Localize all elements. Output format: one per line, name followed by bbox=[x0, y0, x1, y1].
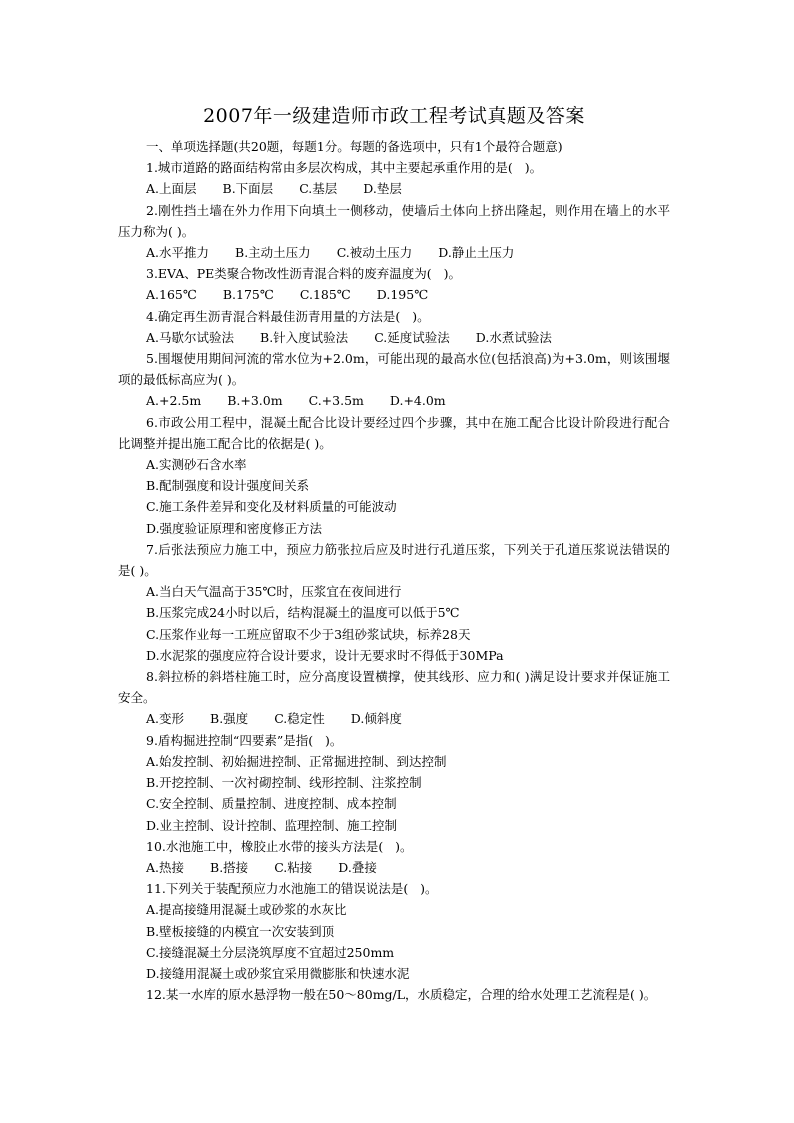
option-text: C.185℃ bbox=[299, 287, 351, 303]
question-stem: 12.某一水库的原水悬浮物一般在50～80mg/L，水质稳定，合理的给水处理工艺流程是( )。 bbox=[146, 987, 657, 1003]
option-row bbox=[118, 390, 670, 411]
option-text: B.开挖控制、一次衬砌控制、线形控制、注浆控制 bbox=[146, 775, 422, 791]
option-text: B.下面层 bbox=[222, 181, 274, 197]
option-text: D.水泥浆的强度应符合设计要求，设计无要求时不得低于30MPa bbox=[146, 647, 504, 663]
section-heading: 一、单项选择题(共20题，每题1分。每题的备选项中，只有1个最符合题意) bbox=[146, 139, 563, 154]
option-text: D.倾斜度 bbox=[350, 711, 402, 727]
option-text: D.195℃ bbox=[376, 287, 429, 303]
option-text: C.基层 bbox=[299, 181, 338, 197]
option-text: A.热接 bbox=[146, 859, 185, 875]
option-text: B.+3.0m bbox=[227, 393, 283, 409]
question-stem: 1.城市道路的路面结构常由多层次构成，其中主要起承重作用的是( )。 bbox=[146, 160, 543, 176]
option-text: C.被动土压力 bbox=[336, 245, 413, 261]
option-row bbox=[118, 857, 670, 878]
question-stem: 8.斜拉桥的斜塔柱施工时，应分高度设置横撑，使其线形、应力和( )满足设计要求并保证施工安全。 bbox=[118, 669, 670, 706]
option-text: B.175℃ bbox=[222, 287, 274, 303]
option-text: C.安全控制、质量控制、进度控制、成本控制 bbox=[146, 796, 397, 812]
option-text: A.始发控制、初始掘进控制、正常掘进控制、到达控制 bbox=[146, 753, 447, 769]
question-stem: 3.EVA、PE类聚合物改性沥青混合料的废弃温度为( )。 bbox=[146, 266, 461, 282]
option-text: D.水煮试验法 bbox=[475, 329, 552, 345]
question-stem: 2.刚性挡土墙在外力作用下向填土一侧移动，使墙后土体向上挤出隆起，则作用在墙上的水平压力称为( )。 bbox=[118, 202, 670, 239]
option-text: C.稳定性 bbox=[274, 711, 325, 727]
option-text: A.提高接缝用混凝土或砂浆的水灰比 bbox=[146, 902, 347, 918]
document-page bbox=[118, 104, 670, 1005]
option-row bbox=[118, 327, 670, 348]
option-text: D.叠接 bbox=[338, 859, 377, 875]
option-text: B.搭接 bbox=[210, 859, 249, 875]
option-row bbox=[118, 178, 670, 199]
option-text: B.针入度试验法 bbox=[260, 329, 349, 345]
option-text: C.压浆作业每一工班应留取不少于3组砂浆试块，标养28天 bbox=[146, 626, 471, 642]
option-row bbox=[118, 242, 670, 263]
question-stem: 5.围堰使用期间河流的常水位为+2.0m，可能出现的最高水位(包括浪高)为+3.0m，则该围堰项的最低标高应为( )。 bbox=[118, 351, 670, 388]
option-text: B.压浆完成24小时以后，结构混凝土的温度可以低于5℃ bbox=[146, 605, 460, 621]
question-stem: 10.水池施工中，橡胶止水带的接头方法是( )。 bbox=[146, 838, 413, 854]
option-text: D.强度验证原理和密度修正方法 bbox=[146, 520, 323, 536]
option-text: D.业主控制、设计控制、监理控制、施工控制 bbox=[146, 817, 398, 833]
option-text: A.上面层 bbox=[146, 181, 197, 197]
option-text: A.165℃ bbox=[146, 287, 197, 303]
option-text: C.延度试验法 bbox=[374, 329, 450, 345]
option-row bbox=[118, 708, 670, 729]
option-text: A.变形 bbox=[146, 711, 185, 727]
option-text: D.垫层 bbox=[363, 181, 402, 197]
option-text: A.马歇尔试验法 bbox=[146, 329, 235, 345]
option-text: A.+2.5m bbox=[146, 393, 202, 409]
option-text: B.配制强度和设计强度间关系 bbox=[146, 478, 310, 494]
option-text: A.当白天气温高于35℃时，压浆宜在夜间进行 bbox=[146, 584, 402, 600]
question-stem: 7.后张法预应力施工中，预应力筋张拉后应及时进行孔道压浆，下列关于孔道压浆说法错误的是( )。 bbox=[118, 541, 670, 579]
option-text: C.接缝混凝土分层浇筑厚度不宜超过250mm bbox=[146, 944, 395, 960]
option-text: C.施工条件差异和变化及材料质量的可能波动 bbox=[146, 499, 397, 515]
option-text: A.实测砂石含水率 bbox=[146, 457, 247, 473]
option-text: B.壁板接缝的内模宜一次安装到顶 bbox=[146, 923, 335, 939]
question-stem: 6.市政公用工程中，混凝土配合比设计要经过四个步骤，其中在施工配合比设计阶段进行配合比调整并提出施工配合比的依据是( )。 bbox=[118, 414, 670, 451]
option-text: B.强度 bbox=[210, 711, 249, 727]
option-text: C.粘接 bbox=[274, 859, 313, 875]
option-text: B.主动土压力 bbox=[235, 245, 311, 261]
option-text: A.水平推力 bbox=[146, 245, 210, 261]
option-row bbox=[118, 284, 670, 305]
question-stem: 11.下列关于装配预应力水池施工的错误说法是( )。 bbox=[146, 881, 438, 897]
option-text: C.+3.5m bbox=[308, 393, 364, 409]
option-text: D.+4.0m bbox=[389, 393, 446, 409]
question-stem: 9.盾构掘进控制“四要素”是指( )。 bbox=[146, 732, 343, 748]
question-stem: 4.确定再生沥青混合料最佳沥青用量的方法是( )。 bbox=[146, 308, 430, 324]
document-title: 2007年一级建造师市政工程考试真题及答案 bbox=[203, 105, 585, 127]
option-text: D.静止土压力 bbox=[438, 245, 515, 261]
option-text: D.接缝用混凝土或砂浆宜采用微膨胀和快速水泥 bbox=[146, 965, 410, 981]
question-list bbox=[118, 157, 670, 1005]
